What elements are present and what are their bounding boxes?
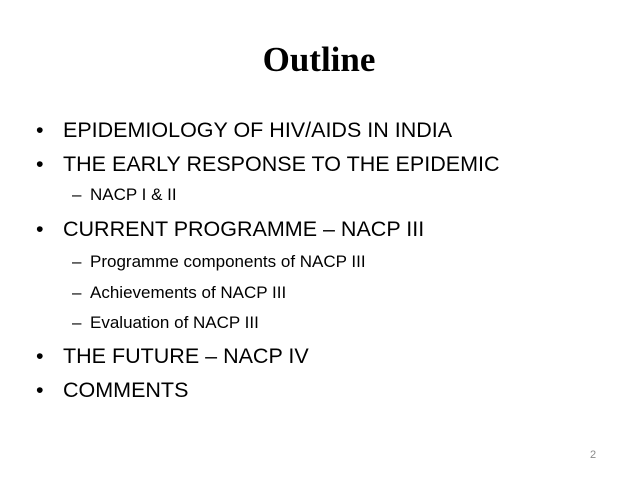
bullet-text: THE FUTURE – NACP IV	[63, 344, 309, 368]
sub-bullet-marker: –	[72, 313, 82, 332]
page-number: 2	[590, 449, 597, 461]
bullet-marker: •	[36, 217, 44, 241]
sub-bullet-marker: –	[72, 252, 82, 271]
sub-item-text: Achievements of NACP III	[90, 283, 287, 302]
bullet-text: CURRENT PROGRAMME – NACP III	[63, 217, 425, 241]
sub-bullet-marker: –	[72, 283, 82, 302]
bullet-marker: •	[36, 152, 44, 176]
bullet-item-early-response	[36, 150, 500, 178]
slide-title: Outline	[262, 40, 376, 79]
sub-item-evaluation	[72, 312, 259, 334]
bullet-text: EPIDEMIOLOGY OF HIV/AIDS IN INDIA	[63, 118, 453, 142]
sub-item-programme-components	[72, 251, 366, 273]
sub-bullet-marker: –	[72, 185, 82, 204]
bullet-marker: •	[36, 378, 44, 402]
bullet-marker: •	[36, 344, 44, 368]
bullet-text: THE EARLY RESPONSE TO THE EPIDEMIC	[63, 152, 500, 176]
sub-item-text: Programme components of NACP III	[90, 252, 366, 271]
sub-item-text: NACP I & II	[90, 185, 177, 204]
sub-item-nacp-1-2	[72, 184, 177, 206]
bullet-item-current-programme	[36, 215, 424, 243]
bullet-text: COMMENTS	[63, 378, 189, 402]
bullet-item-future	[36, 342, 309, 370]
sub-item-achievements	[72, 282, 286, 304]
bullet-marker: •	[36, 118, 44, 142]
sub-item-text: Evaluation of NACP III	[90, 313, 259, 332]
bullet-item-epidemiology	[36, 116, 452, 144]
bullet-item-comments	[36, 376, 188, 404]
